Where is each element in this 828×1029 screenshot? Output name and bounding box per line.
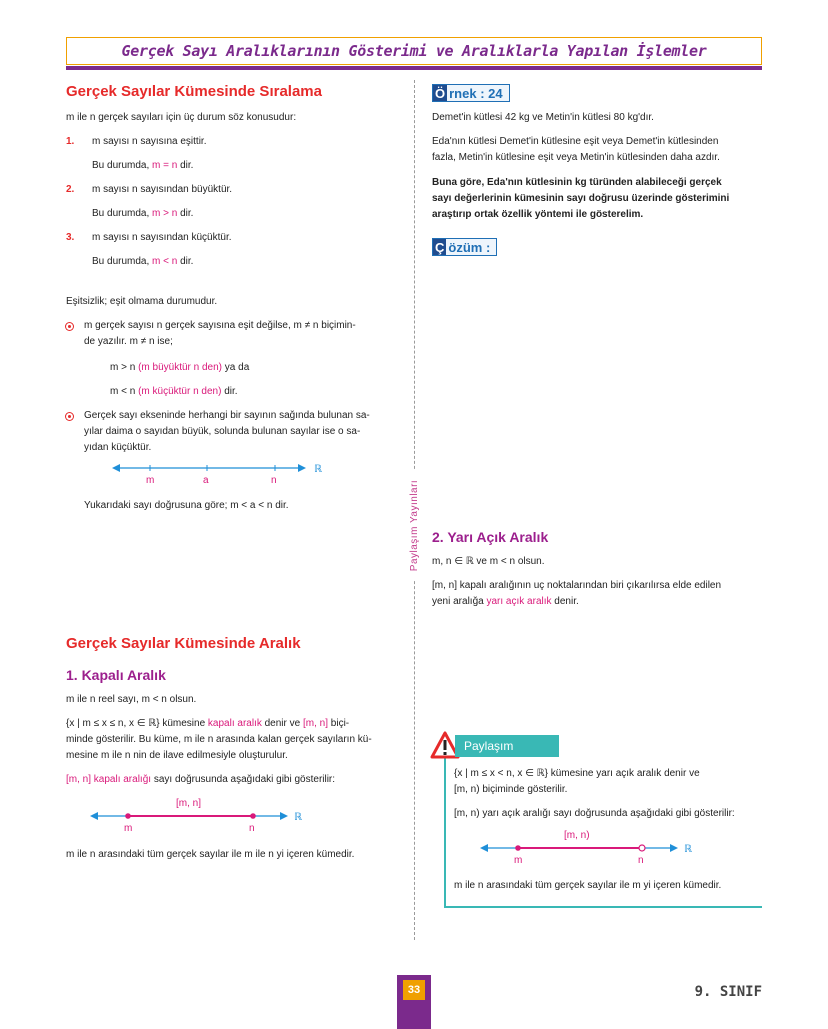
share-p1-line2: [m, n) biçiminde gösterilir. xyxy=(454,784,568,795)
case-line xyxy=(110,360,249,376)
label-n: n xyxy=(271,475,277,486)
number-line-half-open xyxy=(478,828,708,868)
item-text: m sayısı n sayısından küçüktür. xyxy=(92,232,232,243)
page-number: 33 xyxy=(403,980,425,1000)
closed-p2-a: {x | m ≤ x ≤ n, x ∈ ℝ} kümesine xyxy=(66,718,206,729)
label-reals: ℝ xyxy=(314,464,322,475)
half-open-p2-c: denir. xyxy=(554,596,579,607)
case-post: dir. xyxy=(224,386,238,397)
closed-p2-notation: [m, n] xyxy=(302,718,328,729)
interval-label: [m, n] xyxy=(176,798,202,809)
example-p2-line2: fazla, Metin'in kütlesine eşit veya Metin'in kütlesinden daha azdır. xyxy=(432,152,720,163)
item-sub-pre: Bu durumda, xyxy=(92,160,150,171)
case-math: m > n xyxy=(110,362,136,373)
inequality-definition: Eşitsizlik; eşit olmama durumudur. xyxy=(66,296,218,307)
number-line-closed xyxy=(88,796,318,836)
open-endpoint-n xyxy=(639,845,645,851)
half-open-p1: m, n ∈ ℝ ve m < n olsun. xyxy=(432,556,545,567)
closed-p3-rest: sayı doğrusunda aşağıdaki gibi gösterilir: xyxy=(153,774,336,785)
example-p1: Demet'in kütlesi 42 kg ve Metin'in kütlesi 80 kg'dır. xyxy=(432,112,654,123)
bullet-icon xyxy=(66,323,73,330)
label-m: m xyxy=(124,823,133,834)
closed-p2-e: biçi- xyxy=(330,718,350,729)
solution-tag-first: Ç xyxy=(435,240,445,255)
label-a: a xyxy=(203,475,209,486)
interval-label: [m, n) xyxy=(564,830,590,841)
grade-label: 9. SINIF xyxy=(694,984,762,1000)
closed-p2-line2: minde gösterilir. Bu küme, m ile n arasında kalan gerçek sayıların kü- xyxy=(66,734,372,745)
item-sub xyxy=(92,158,193,174)
example-p3-line3: araştırıp ortak özellik yöntemi ile gösterelim. xyxy=(432,209,644,220)
arrow-left-icon xyxy=(112,464,120,472)
share-banner: Paylaşım xyxy=(455,735,559,757)
half-open-p2-term: yarı açık aralık xyxy=(486,596,552,607)
closed-p2-c: denir ve xyxy=(264,718,301,729)
arrow-left-icon xyxy=(90,812,98,820)
item-number: 3. xyxy=(66,232,75,243)
closed-p2-line3: mesine m ile n nin de ilave edilmesiyle oluşturulur. xyxy=(66,750,288,761)
label-reals: ℝ xyxy=(684,844,692,855)
side-text xyxy=(405,470,425,580)
item-sub-math: m > n xyxy=(152,208,178,219)
page-title: Gerçek Sayı Aralıklarının Gösterimi ve Aralıklarla Yapılan İşlemler xyxy=(66,37,762,65)
share-p3: m ile n arasındaki tüm gerçek sayılar ile m yi içeren kümedir. xyxy=(454,880,722,891)
bullet-text-line: m gerçek sayısı n gerçek sayısına eşit değilse, m ≠ n biçimin- xyxy=(84,320,356,331)
share-p1-line1: {x | m ≤ x < n, x ∈ ℝ} kümesine yarı açık aralık denir ve xyxy=(454,768,700,779)
arrow-right-icon xyxy=(280,812,288,820)
closed-p2-term: kapalı aralık xyxy=(207,718,262,729)
solution-tag xyxy=(432,238,497,256)
closed-p2-line1 xyxy=(66,716,349,732)
closed-p4: m ile n arasındaki tüm gerçek sayılar ile m ile n yi içeren kümedir. xyxy=(66,849,355,860)
label-n: n xyxy=(638,855,644,866)
example-tag xyxy=(432,84,510,102)
example-p3-line2: sayı değerlerinin kümesinin sayı doğrusu üzerinde gösterimini xyxy=(432,193,730,204)
order-conclusion: Yukarıdaki sayı doğrusuna göre; m < a < n dir. xyxy=(84,500,289,511)
closed-endpoint-m xyxy=(125,813,131,819)
example-p2-line1: Eda'nın kütlesi Demet'in kütlesine eşit veya Demet'in kütlesinden xyxy=(432,136,719,147)
arrow-right-icon xyxy=(670,844,678,852)
item-sub-post: dir. xyxy=(180,256,194,267)
bullet-text-line: de yazılır. m ≠ n ise; xyxy=(84,336,173,347)
case-math: m < n xyxy=(110,386,136,397)
ordering-intro: m ile n gerçek sayıları için üç durum söz konusudur: xyxy=(66,112,297,123)
interval-heading: Gerçek Sayılar Kümesinde Aralık xyxy=(66,635,301,652)
item-number: 1. xyxy=(66,136,75,147)
label-m: m xyxy=(514,855,523,866)
title-underline xyxy=(66,66,762,70)
closed-interval-heading: 1. Kapalı Aralık xyxy=(66,667,166,683)
arrow-right-icon xyxy=(298,464,306,472)
ordering-heading: Gerçek Sayılar Kümesinde Sıralama xyxy=(66,83,322,100)
half-open-p2-line1: [m, n] kapalı aralığının uç noktalarından biri çıkarılırsa elde edilen xyxy=(432,580,722,591)
item-sub-post: dir. xyxy=(180,160,194,171)
solution-tag-rest: özüm : xyxy=(448,240,491,255)
bullet-text-line: yıdan küçüktür. xyxy=(84,442,152,453)
bullet-text-line: Gerçek sayı ekseninde herhangi bir sayının sağında bulunan sa- xyxy=(84,410,370,421)
item-sub-post: dir. xyxy=(180,208,194,219)
arrow-left-icon xyxy=(480,844,488,852)
example-p3-line1: Buna göre, Eda'nın kütlesinin kg türünden alabileceği gerçek xyxy=(432,177,722,188)
item-sub-math: m = n xyxy=(152,160,178,171)
bullet-icon xyxy=(66,413,73,420)
share-p2: [m, n) yarı açık aralığı sayı doğrusunda aşağıdaki gibi gösterilir: xyxy=(454,808,735,819)
half-open-p2-a: yeni aralığa xyxy=(432,596,484,607)
item-sub-pre: Bu durumda, xyxy=(92,208,150,219)
label-reals: ℝ xyxy=(294,812,302,823)
closed-endpoint-n xyxy=(250,813,256,819)
case-note: (m küçüktür n den) xyxy=(138,386,222,397)
half-open-heading: 2. Yarı Açık Aralık xyxy=(432,529,549,545)
example-tag-rest: rnek : 24 xyxy=(449,86,503,101)
closed-p1: m ile n reel sayı, m < n olsun. xyxy=(66,694,197,705)
case-post: ya da xyxy=(224,362,250,373)
item-sub-pre: Bu durumda, xyxy=(92,256,150,267)
label-n: n xyxy=(249,823,255,834)
item-text: m sayısı n sayısından büyüktür. xyxy=(92,184,233,195)
closed-endpoint-m xyxy=(515,845,521,851)
bullet-text-line: yılar daima o sayıdan büyük, solunda bulunan sayılar ise o sa- xyxy=(84,426,361,437)
item-sub-math: m < n xyxy=(152,256,178,267)
item-sub xyxy=(92,206,193,222)
closed-p3-term: [m, n] kapalı aralığı xyxy=(66,774,152,785)
case-line xyxy=(110,384,238,400)
example-tag-first: Ö xyxy=(435,86,446,101)
closed-p3 xyxy=(66,772,335,788)
item-sub xyxy=(92,254,193,270)
number-line-order xyxy=(110,458,330,490)
item-text: m sayısı n sayısına eşittir. xyxy=(92,136,207,147)
half-open-p2-line2 xyxy=(432,594,579,610)
case-note: (m büyüktür n den) xyxy=(138,362,223,373)
item-number: 2. xyxy=(66,184,75,195)
label-m: m xyxy=(146,475,155,486)
side-text-label: Paylaşım Yayınları xyxy=(409,479,421,571)
